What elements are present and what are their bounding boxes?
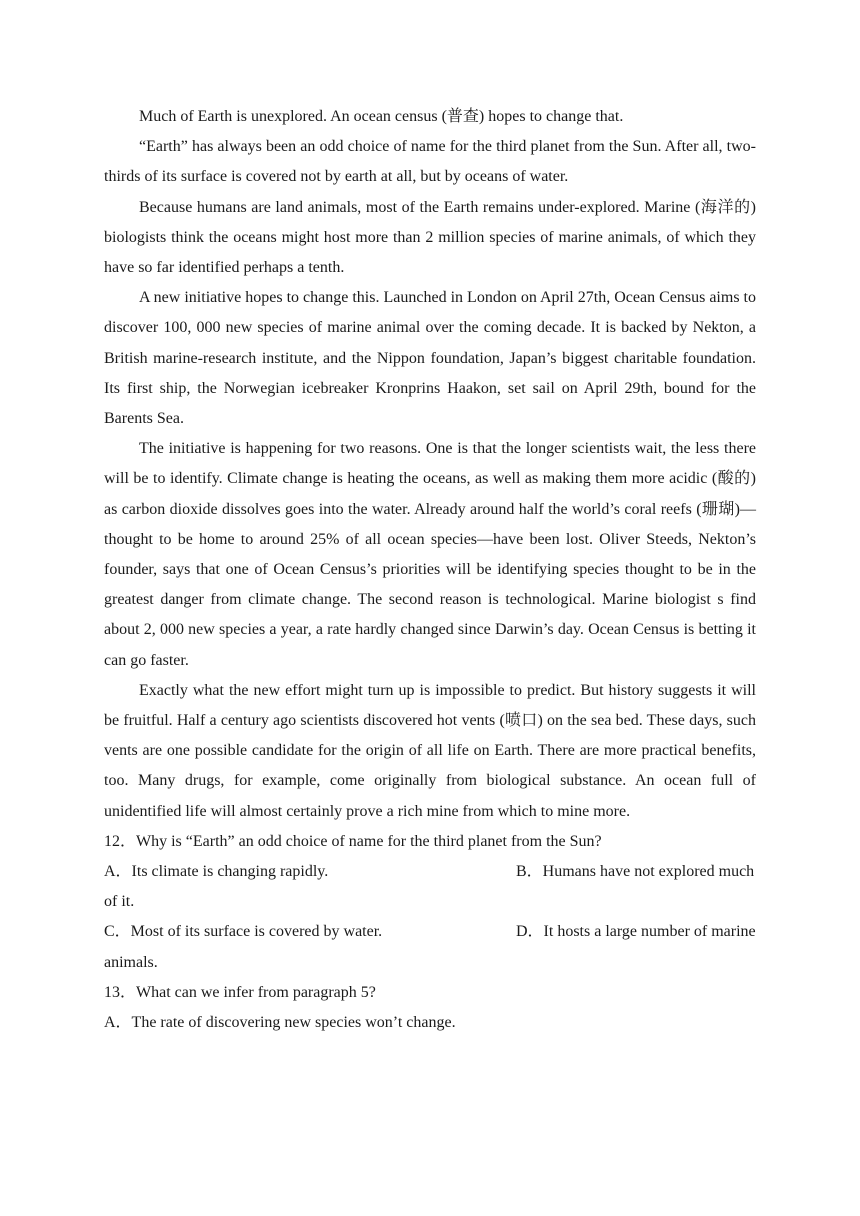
paragraph-1: Much of Earth is unexplored. An ocean census (普查) hopes to change that. bbox=[139, 108, 624, 125]
question-12 bbox=[104, 827, 756, 978]
paragraph-6: Exactly what the new effort might turn up is impossible to predict. But history suggests it will be fruitful. Half a century ago scientists discovered hot vents (喷口) on the sea bed. These days, such vents are one possible candidate for the origin of all life on Earth. There are more practical benefits, too. Many drugs, for example, come originally from biological substance. An ocean full of unidentified life will almost certainly prove a rich mine from which to mine more. bbox=[104, 681, 756, 820]
paragraph-3: Because humans are land animals, most of the Earth remains under-explored. Marine (海洋的) biologists think the oceans might host more than 2 million species of marine animals, of which they have so far identified perhaps a tenth. bbox=[104, 198, 756, 277]
question-13 bbox=[104, 978, 756, 1038]
option-12-d: D．It hosts a large number of marine animals. bbox=[104, 923, 756, 971]
paragraph-2: “Earth” has always been an odd choice of name for the third planet from the Sun. After all, two-thirds of its surface is covered not by earth at all, but by oceans of water. bbox=[104, 138, 756, 186]
document-page bbox=[104, 102, 756, 1038]
option-12-b: B．Humans have not explored much of it. bbox=[104, 863, 755, 911]
question-13-stem: 13．What can we infer from paragraph 5? bbox=[104, 983, 376, 1001]
option-12-a: A．Its climate is changing rapidly. bbox=[104, 863, 329, 881]
question-12-options-cd bbox=[104, 917, 756, 977]
paragraph-4: A new initiative hopes to change this. Launched in London on April 27th, Ocean Census aims to discover 100, 000 new species of marine animal over the coming decade. It is backed by Nekton, a British marine-research institute, and the Nippon foundation, Japan’s biggest charitable foundation. Its first ship, the Norwegian icebreaker Kronprins Haakon, set sail on April 29th, bound for the Barents Sea. bbox=[104, 289, 756, 428]
paragraph-5: The initiative is happening for two reasons. One is that the longer scientists wait, the less there will be to identify. Climate change is heating the oceans, as well as making them more acidic (酸的) as carbon dioxide dissolves goes into the water. Already around half the world’s coral reefs (珊瑚)—thought to be home to around 25% of all ocean species—have been lost. Oliver Steeds, Nekton’s founder, says that one of Ocean Census’s priorities will be identifying species thought to be in the greatest danger from climate change. The second reason is technological. Marine biologist s find about 2, 000 new species a year, a rate hardly changed since Darwin’s day. Ocean Census is betting it can go faster. bbox=[104, 440, 756, 669]
question-12-options-ab bbox=[104, 857, 756, 917]
option-13-a: A．The rate of discovering new species won’t change. bbox=[104, 1014, 456, 1032]
question-12-stem: 12．Why is “Earth” an odd choice of name for the third planet from the Sun? bbox=[104, 832, 602, 850]
option-12-c: C．Most of its surface is covered by water. bbox=[104, 923, 383, 941]
